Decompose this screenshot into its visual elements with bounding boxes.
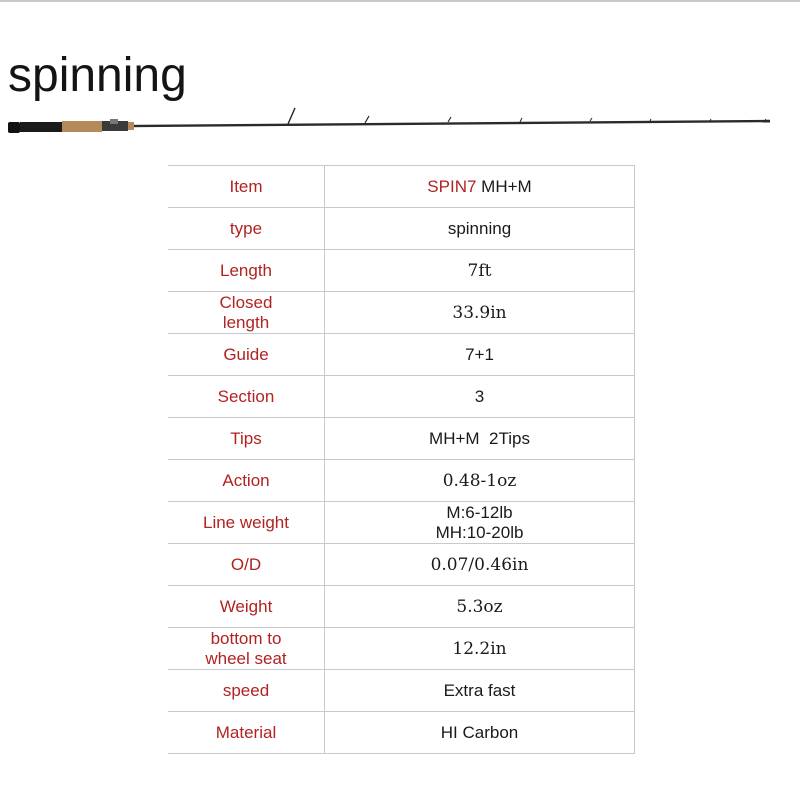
label-line: bottom to — [210, 628, 282, 648]
spec-value-bottom-to-wheel-seat: 12.2in — [325, 628, 635, 670]
table-row — [168, 628, 635, 670]
spec-label-type: type — [168, 208, 325, 250]
table-row — [168, 376, 635, 418]
spec-value-line-weight — [325, 502, 635, 544]
value-line: MH:10-20lb — [435, 522, 524, 542]
table-row — [168, 166, 635, 208]
spec-value-action: 0.48-1oz — [325, 460, 635, 502]
table-row — [168, 712, 635, 754]
table-row — [168, 334, 635, 376]
page-title: spinning — [8, 49, 187, 102]
spec-label-speed: speed — [168, 670, 325, 712]
label-line: length — [222, 312, 270, 332]
spec-label-item: Item — [168, 166, 325, 208]
spec-label-section: Section — [168, 376, 325, 418]
table-row — [168, 670, 635, 712]
table-row — [168, 544, 635, 586]
spec-value-weight: 5.3oz — [325, 586, 635, 628]
table-row — [168, 208, 635, 250]
spec-value-length: 7ft — [325, 250, 635, 292]
model-code: SPIN7 — [427, 176, 477, 196]
table-row — [168, 586, 635, 628]
label-line: Closed — [219, 292, 273, 312]
value-line: M:6-12lb — [446, 502, 513, 522]
spec-value-closed-length: 33.9in — [325, 292, 635, 334]
spec-value-section: 3 — [325, 376, 635, 418]
spec-label-tips: Tips — [168, 418, 325, 460]
table-row — [168, 418, 635, 460]
spec-value-guide: 7+1 — [325, 334, 635, 376]
spec-value-material: HI Carbon — [325, 712, 635, 754]
spec-label-length: Length — [168, 250, 325, 292]
table-row — [168, 292, 635, 334]
table-row — [168, 460, 635, 502]
model-suffix: MH+M — [476, 176, 532, 196]
spec-value-item — [325, 166, 635, 208]
spec-label-material: Material — [168, 712, 325, 754]
spec-label-guide: Guide — [168, 334, 325, 376]
label-line: wheel seat — [205, 648, 287, 668]
spec-table — [168, 165, 635, 754]
spec-value-speed: Extra fast — [325, 670, 635, 712]
spec-value-type: spinning — [325, 208, 635, 250]
spec-label-closed-length — [168, 292, 325, 334]
spec-label-line-weight: Line weight — [168, 502, 325, 544]
spec-label-od: O/D — [168, 544, 325, 586]
spec-label-weight: Weight — [168, 586, 325, 628]
spinning-rod-icon — [0, 100, 800, 145]
spec-value-od: 0.07/0.46in — [325, 544, 635, 586]
spec-value-tips: MH+M 2Tips — [325, 418, 635, 460]
spec-label-bottom-to-wheel-seat — [168, 628, 325, 670]
table-row — [168, 250, 635, 292]
spec-label-action: Action — [168, 460, 325, 502]
table-row — [168, 502, 635, 544]
top-divider — [0, 0, 800, 2]
